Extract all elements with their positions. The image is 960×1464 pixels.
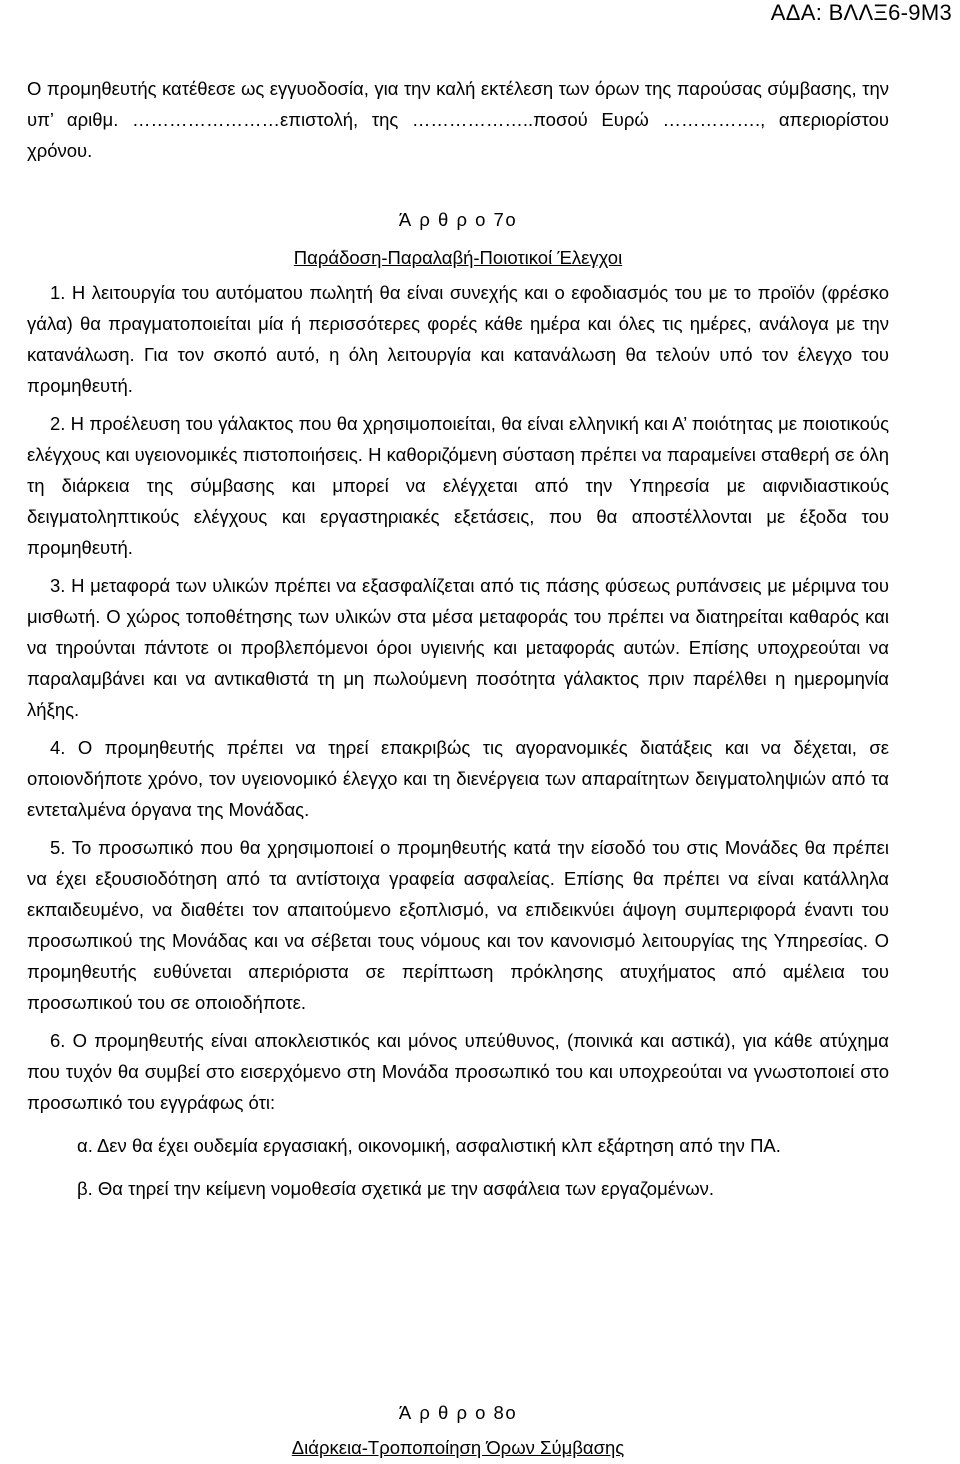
article-7-paragraph-2: 2. Η προέλευση του γάλακτος που θα χρησιμοποιείται, θα είναι ελληνική και Α’ ποιότητας με ποιοτικούς ελέγχους και υγειονομικές πιστοποιήσεις. Η καθοριζόμενη σύσταση πρέπει να παραμείνει σταθερή σε όλη τη διάρκεια της σύμβασης και μπορεί να ελέγχεται από την Υπηρεσία με αιφνιδιαστικούς δειγματοληπτικούς ελέγχους και εργαστηριακές εξετάσεις, που θα αποστέλλονται με έξοδα του προμηθευτή.: [27, 413, 889, 558]
ada-code: ΑΔΑ: ΒΛΛΞ6-9Μ3: [770, 0, 952, 25]
article-7-paragraph-6: 6. Ο προμηθευτής είναι αποκλειστικός και μόνος υπεύθυνος, (ποινικά και αστικά), για κάθε ατύχημα που τυχόν θα συμβεί στο εισερχόμενο στη Μονάδα προσωπικό του και υποχρεούται να γνωστοποιεί στο προσωπικό του εγγράφως ότι:: [27, 1030, 889, 1113]
guarantee-paragraph: Ο προμηθευτής κατέθεσε ως εγγυοδοσία, για την καλή εκτέλεση των όρων της παρούσας σύμβασης, την υπ’ αριθμ. ……………………επιστολή, της ………………..ποσού Ευρώ ……………., απεριορίστου χρόνου.: [27, 78, 889, 161]
article-7-heading: Ά ρ θ ρ ο 7ο: [398, 209, 518, 230]
article-7-paragraph-5: 5. Το προσωπικό που θα χρησιμοποιεί ο προμηθευτής κατά την είσοδό του στις Μονάδες θα πρέπει να έχει εξουσιοδότηση από τα αντίστοιχα γραφεία ασφαλείας. Επίσης θα πρέπει να είναι κατάλληλα εκπαιδευμένο, να διαθέτει τον απαιτούμενο εξοπλισμό, να επιδεικνύει άψογη συμπεριφορά έναντι του προσωπικού της Μονάδας και να σέβεται τους νόμους και τον κανονισμό λειτουργίας της Υπηρεσίας. Ο προμηθευτής ευθύνεται απεριόριστα σε περίπτωση πρόκλησης ατυχήματος από αμέλεια του προσωπικού του σε οποιοδήποτε.: [27, 837, 889, 1013]
article-7-paragraph-4: 4. Ο προμηθευτής πρέπει να τηρεί επακριβώς τις αγορανομικές διατάξεις και να δέχεται, σε οποιονδήποτε χρόνο, τον υγειονομικό έλεγχο και τη διενέργεια των απαραίτητων δειγματοληψιών από τα εντεταλμένα όργανα της Μονάδας.: [27, 737, 889, 820]
article-7-item-a: α. Δεν θα έχει ουδεμία εργασιακή, οικονομική, ασφαλιστική κλπ εξάρτηση από την ΠΑ.: [77, 1135, 781, 1156]
article-7-item-b: β. Θα τηρεί την κείμενη νομοθεσία σχετικά με την ασφάλεια των εργαζομένων.: [77, 1178, 715, 1199]
document-body: [27, 73, 889, 1204]
article-8-title: Διάρκεια-Τροποποίηση Όρων Σύμβασης: [291, 1437, 625, 1458]
article-7-title: Παράδοση-Παραλαβή-Ποιοτικοί Έλεγχοι: [293, 247, 623, 268]
article-7-paragraph-3: 3. Η μεταφορά των υλικών πρέπει να εξασφαλίζεται από τις πάσης φύσεως ρυπάνσεις με μέριμνα του μισθωτή. Ο χώρος τοποθέτησης των υλικών στα μέσα μεταφοράς του πρέπει να διατηρείται καθαρός και να τηρούνται πάντοτε οι προβλεπόμενοι όροι υγιεινής και μεταφοράς αυτών. Επίσης υποχρεούται να παραλαμβάνει και να αντικαθιστά τη μη πωλούμενη ποσότητα γάλακτος πριν παρέλθει η ημερομηνία λήξης.: [27, 575, 889, 720]
article-7-paragraph-1: 1. Η λειτουργία του αυτόματου πωλητή θα είναι συνεχής και ο εφοδιασμός του με το προϊόν (φρέσκο γάλα) θα πραγματοποιείται μία ή περισσότερες φορές κάθε ημέρα και όλες τις ημέρες, ανάλογα με την κατανάλωση. Για τον σκοπό αυτό, η όλη λειτουργία και κατανάλωση θα τελούν υπό τον έλεγχο του προμηθευτή.: [27, 282, 889, 396]
article-8-heading: Ά ρ θ ρ ο 8ο: [398, 1402, 518, 1423]
